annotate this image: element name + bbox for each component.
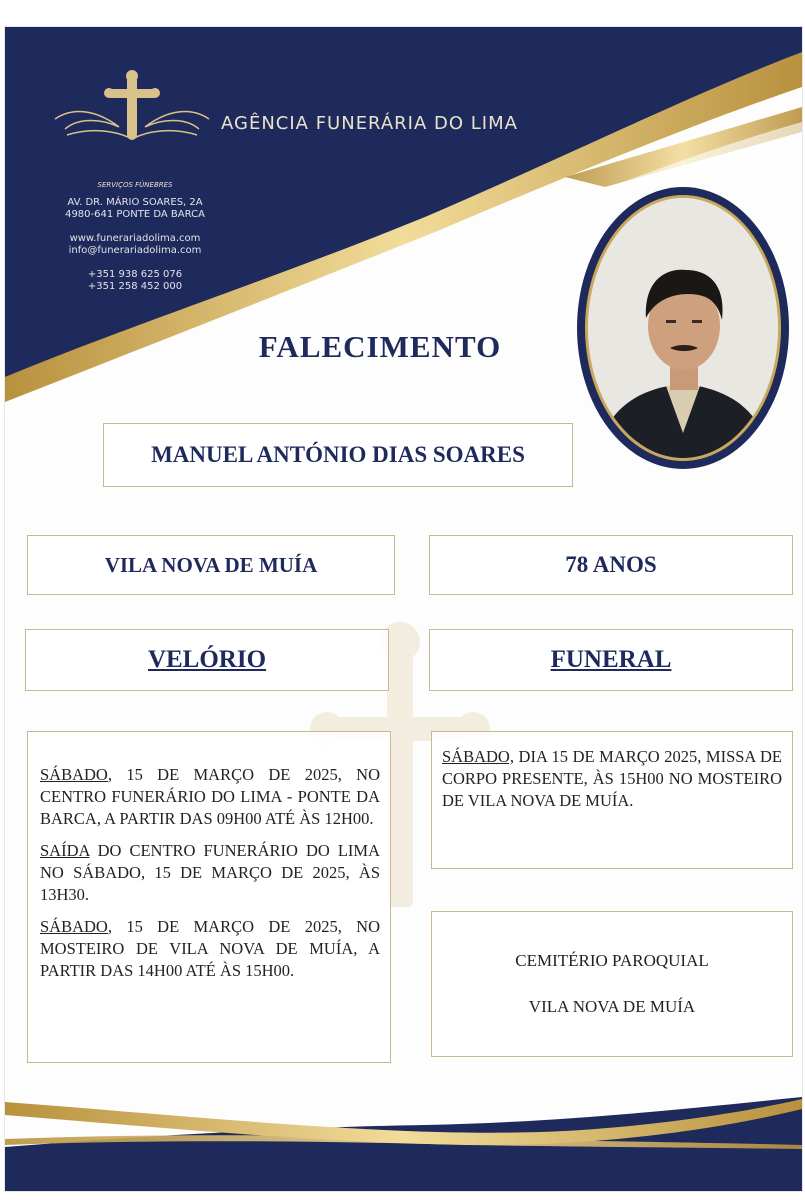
funeral-heading-box	[429, 629, 793, 691]
portrait-photo	[585, 195, 781, 461]
locality: VILA NOVA DE MUÍA	[104, 552, 318, 577]
velorio-paragraph-3	[40, 916, 380, 982]
velorio-p1-day: SÁBADO	[40, 765, 108, 784]
funeral-p1-text: DIA 15 DE MARÇO 2025, MISSA DE CORPO PRESENTE, ÀS 15H00 NO MOSTEIRO DE VILA NOVA DE MUÍA.	[442, 747, 782, 810]
agency-address-line2: 4980-641 PONTE DA BARCA	[65, 209, 205, 220]
velorio-paragraph-1	[40, 764, 380, 830]
agency-website[interactable]: www.funerariadolima.com	[69, 233, 201, 244]
cemetery-locality: VILA NOVA DE MUÍA	[528, 997, 696, 1016]
agency-header	[45, 69, 545, 329]
page-title: FALECIMENTO	[258, 329, 502, 364]
funeral-details-box	[431, 731, 793, 869]
age-box	[429, 535, 793, 595]
person-portrait-icon	[588, 198, 778, 458]
velorio-p1-text: , 15 DE MARÇO DE 2025, NO CENTRO FUNERÁRIO DO LIMA - PONTE DA BARCA, A PARTIR DAS 09H00 ATÉ ÀS 12H00.	[40, 765, 380, 828]
funeral-p1-day: SÁBADO,	[442, 747, 514, 766]
velorio-p2-text: DO CENTRO FUNERÁRIO DO LIMA NO SÁBADO, 15 DE MARÇO DE 2025, ÀS 13H30.	[40, 841, 380, 904]
cross-emblem-icon	[47, 69, 217, 149]
funeral-heading: FUNERAL	[550, 646, 672, 673]
velorio-p3-day: SÁBADO	[40, 917, 108, 936]
deceased-name-box	[103, 423, 573, 487]
deceased-name: MANUEL ANTÓNIO DIAS SOARES	[151, 442, 525, 467]
velorio-heading: VELÓRIO	[147, 646, 267, 673]
cemetery-name: CEMITÉRIO PAROQUIAL	[515, 951, 709, 970]
velorio-details-box	[27, 731, 391, 1063]
obituary-sheet	[4, 26, 803, 1192]
agency-address-line1: AV. DR. MÁRIO SOARES, 2A	[67, 197, 203, 208]
agency-name: AGÊNCIA FUNERÁRIA DO LIMA	[221, 113, 518, 134]
cemetery-box	[431, 911, 793, 1057]
funeral-paragraph	[442, 746, 782, 812]
velorio-p2-day: SAÍDA	[40, 841, 90, 860]
agency-email[interactable]: info@funerariadolima.com	[68, 245, 202, 256]
velorio-heading-box	[25, 629, 389, 691]
agency-phone1: +351 938 625 076	[87, 269, 183, 280]
locality-box	[27, 535, 395, 595]
agency-phone2: +351 258 452 000	[87, 281, 183, 292]
velorio-paragraph-2	[40, 840, 380, 906]
agency-tagline: SERVIÇOS FÚNEBRES	[97, 181, 173, 189]
velorio-p3-text: , 15 DE MARÇO DE 2025, NO MOSTEIRO DE VILA NOVA DE MUÍA, A PARTIR DAS 14H00 ATÉ ÀS 15H00.	[40, 917, 380, 980]
age: 78 ANOS	[565, 552, 657, 577]
